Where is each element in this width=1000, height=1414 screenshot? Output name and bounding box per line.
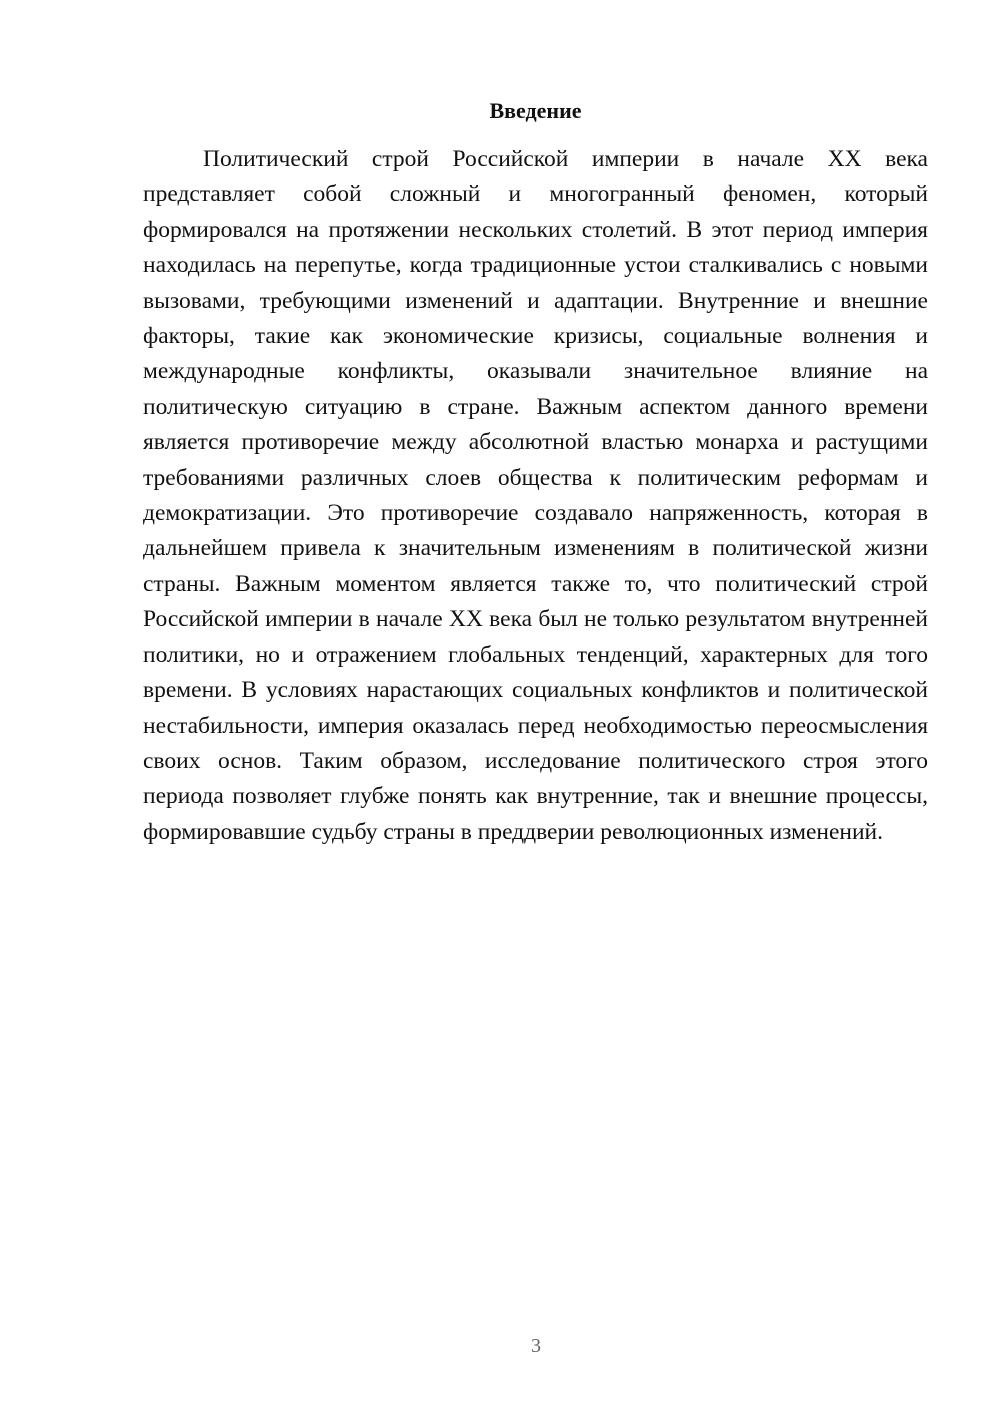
body-paragraph: Политический строй Российской империи в начале XX века представляет собой сложный и многогранный феномен, который формировался на протяжении нескольких столетий. В этот период империя находилась на перепутье, когда традиционные устои сталкивались с новыми вызовами, требующими изменений и адаптации. Внутренние и внешние факторы, такие как экономические кризисы, социальные волнения и международные конфликты, оказывали значительное влияние на политическую ситуацию в стране. Важным аспектом данного времени является противоречие между абсолютной властью монарха и растущими требованиями различных слоев общества к политическим реформам и демократизации. Это противоречие создавало напряженность, которая в дальнейшем привела к значительным изменениям в политической жизни страны. Важным моментом является также то, что политический строй Российской империи в начале XX века был не только результатом внутренней политики, но и отражением глобальных тенденций, характерных для того времени. В условиях нарастающих социальных конфликтов и политической нестабильности, империя оказалась перед необходимостью переосмысления своих основ. Таким образом, исследование политического строя этого периода позволяет глубже понять как внутренние, так и внешние процессы, формировавшие судьбу страны в преддверии революционных изменений.: [143, 146, 928, 845]
heading-container: [143, 96, 928, 126]
section-heading: Введение: [489, 98, 582, 123]
page-number: 3: [531, 1335, 541, 1357]
